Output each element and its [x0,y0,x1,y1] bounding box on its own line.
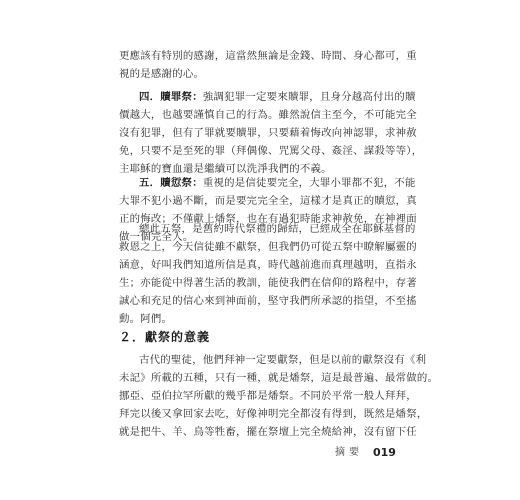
text-line: 沒有犯罪，但有了罪就要贖罪，只要藉着悔改向神認罪，求神赦 [119,127,417,139]
text-line: 免，只要不是至死的罪（拜偶像、咒罵父母、姦淫、謀殺等等）， [119,145,423,157]
section-heading: ２．獻祭的意義 [119,330,211,344]
text-line: 未記》所載的五種，只有一種，就是燔祭，這是最普遍、最常做的。 [119,372,439,384]
text-line: 拜完以後又拿回家去吃，好像神明完全都沒有得到，既然是燔祭， [119,408,428,420]
text-line: 視的是感謝的心。 [119,68,205,80]
text-line: 生；亦能從中得著生活的教訓，能使我們在信仰的路程中，存著 [119,277,417,289]
text-line: 更應該有特別的感謝，這當然無論是金錢、時間、身心都可，重 [119,50,417,62]
item-heading: 五．贖愆祭： [139,177,203,189]
text-line: 誠心和充足的信心來到神面前，堅守我們所承認的指望，不至搖 [119,295,417,307]
text-line: 總此五祭，是舊約時代祭禮的歸結，已經成全在耶穌基督的 [139,223,416,235]
page-number: 019 [373,446,396,459]
text-line: 強調犯罪一定要來贖罪，且身分越高付出的贖 [202,91,416,103]
item-heading: 四．贖罪祭： [139,91,203,103]
running-footer-title: 摘要 [335,447,363,458]
text-line: 正的悔改；不僅獻上燔祭，也在有過犯時能求神赦免，在神裡面 [119,213,417,225]
text-line: 做一個完全人。 [119,231,194,243]
text-line: 主耶穌的寶血還是繼續可以洗淨我們的不義。 [119,163,332,175]
text-line: 救恩之上，今天信徒雖不獻祭，但我們仍可從五祭中瞭解屬靈的 [119,241,417,253]
text-line: 價越大，也越要謹慎自己的行為。雖然說信主至今，不可能完全 [119,109,417,121]
text-line: 涵意，好叫我們知道所信是真，時代越前進而真理越明，直指永 [119,259,417,271]
text-line: 古代的聖徒，他們拜神一定要獻祭，但是以前的獻祭沒有《利 [139,354,427,366]
text-line: 就是把牛、羊、鳥等牲畜，擺在祭壇上完全燒給神，沒有留下任 [119,426,417,438]
paragraph-first-line [139,90,416,104]
text-line: 動。阿們。 [119,313,173,325]
text-line: 重視的是信徒要完全，大罪小罪都不犯，不能 [202,177,416,189]
paragraph-first-line [139,176,416,190]
text-line: 挪亞、亞伯拉罕所獻的幾乎都是燔祭。不同於平常一般人拜拜， [119,390,417,402]
text-line: 大罪不犯小過不斷，而是要完完全全，這樣才是真正的贖愆，真 [119,195,417,207]
